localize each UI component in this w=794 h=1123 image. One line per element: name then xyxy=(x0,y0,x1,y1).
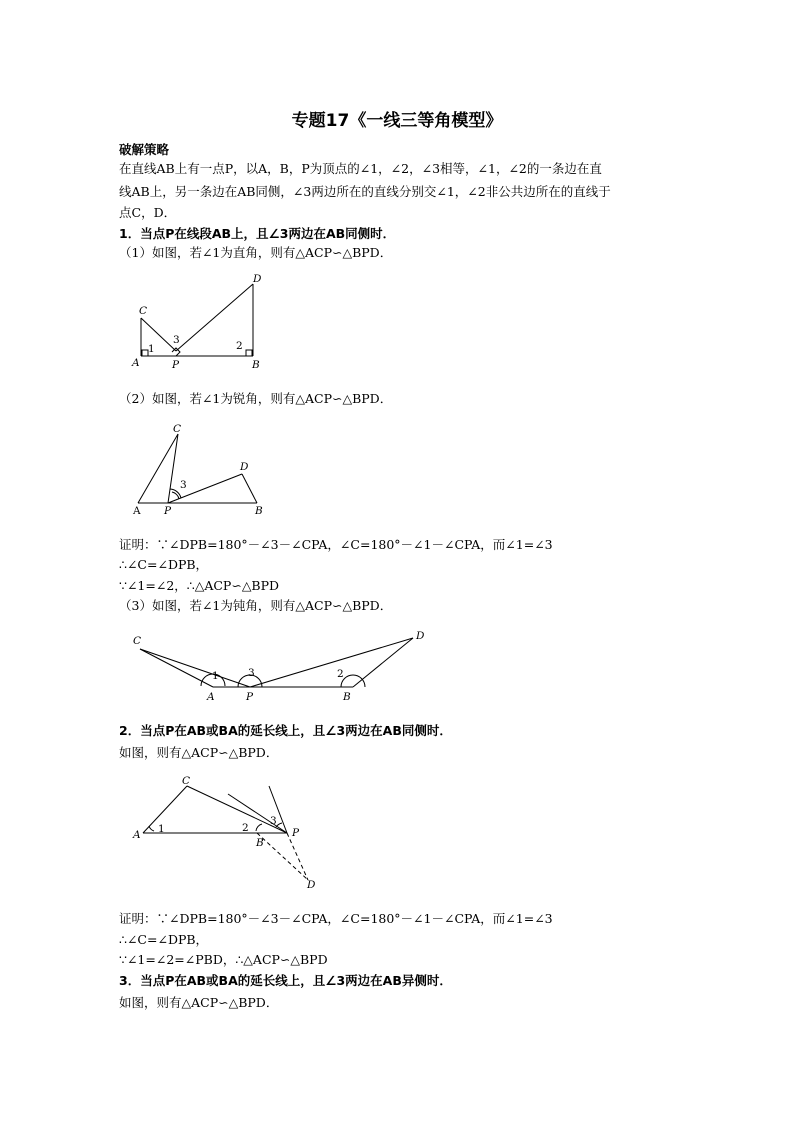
case2-proof-line-3: ∵∠1=∠2=∠PBD，∴△ACP∽△BPD xyxy=(119,952,328,967)
intro-line-3: 点C，D． xyxy=(119,205,177,220)
case1-heading: 1．当点P在线段AB上，且∠3两边在AB同侧时． xyxy=(119,226,396,241)
case2-text: 如图，则有△ACP∽△BPD． xyxy=(119,745,279,760)
case1-sub3: （3）如图，若∠1为钝角，则有△ACP∽△BPD． xyxy=(119,598,393,613)
label-C: C xyxy=(133,635,142,647)
label-2: 2 xyxy=(242,822,249,834)
label-D: D xyxy=(240,461,249,473)
case2-heading: 2．当点P在AB或BA的延长线上，且∠3两边在AB同侧时． xyxy=(119,723,452,738)
label-3: 3 xyxy=(270,815,277,827)
figure-right-angle xyxy=(130,272,270,372)
label-2: 2 xyxy=(236,340,243,352)
case3-text: 如图，则有△ACP∽△BPD． xyxy=(119,995,279,1010)
case1-sub1: （1）如图，若∠1为直角，则有△ACP∽△BPD． xyxy=(119,245,393,260)
case1-proof-line-2: ∴∠C=∠DPB， xyxy=(119,557,209,572)
label-C: C xyxy=(139,305,148,317)
label-1: 1 xyxy=(158,823,165,835)
case1-proof-line-1: 证明：∵∠DPB=180°－∠3－∠CPA，∠C=180°－∠1－∠CPA，而∠1=∠3 xyxy=(119,537,553,552)
label-3: 3 xyxy=(173,334,180,346)
intro-line-2: 线AB上，另一条边在AB同侧，∠3两边所在的直线分别交∠1，∠2非公共边所在的直线于 xyxy=(119,184,611,199)
label-P: P xyxy=(246,691,254,703)
label-B: B xyxy=(256,837,264,849)
case1-sub2: （2）如图，若∠1为锐角，则有△ACP∽△BPD． xyxy=(119,391,393,406)
label-3: 3 xyxy=(248,667,255,679)
intro-line-1: 在直线AB上有一点P，以A，B，P为顶点的∠1，∠2，∠3相等，∠1，∠2的一条边在直 xyxy=(119,161,602,176)
label-P: P xyxy=(292,827,300,839)
label-A: A xyxy=(207,691,215,703)
case2-proof-line-1: 证明：∵∠DPB=180°－∠3－∠CPA，∠C=180°－∠1－∠CPA，而∠1=∠3 xyxy=(119,911,553,926)
case1-proof-line-3: ∵∠1=∠2，∴△ACP∽△BPD xyxy=(119,578,280,593)
label-D: D xyxy=(253,273,262,285)
label-D: D xyxy=(416,630,425,642)
label-P: P xyxy=(172,359,180,371)
label-B: B xyxy=(252,359,260,371)
label-B: B xyxy=(255,505,263,517)
label-P: P xyxy=(164,505,172,517)
label-A: A xyxy=(133,829,141,841)
label-D: D xyxy=(307,879,316,891)
case2-proof-line-2: ∴∠C=∠DPB， xyxy=(119,932,209,947)
label-1: 1 xyxy=(148,343,155,355)
label-A: A xyxy=(133,505,141,517)
label-2: 2 xyxy=(337,668,344,680)
figure-obtuse-angle xyxy=(128,628,438,708)
figure-extension-same-side xyxy=(130,772,330,892)
label-1: 1 xyxy=(212,670,219,682)
label-B: B xyxy=(343,691,351,703)
label-C: C xyxy=(182,775,191,787)
figure-acute-angle xyxy=(130,420,270,520)
case3-heading: 3．当点P在AB或BA的延长线上，且∠3两边在AB异侧时． xyxy=(119,973,452,988)
label-A: A xyxy=(132,357,140,369)
section-heading: 破解策略 xyxy=(119,142,170,157)
label-C: C xyxy=(173,423,182,435)
label-3: 3 xyxy=(180,479,187,491)
page-title: 专题17《一线三等角模型》 xyxy=(291,111,503,131)
